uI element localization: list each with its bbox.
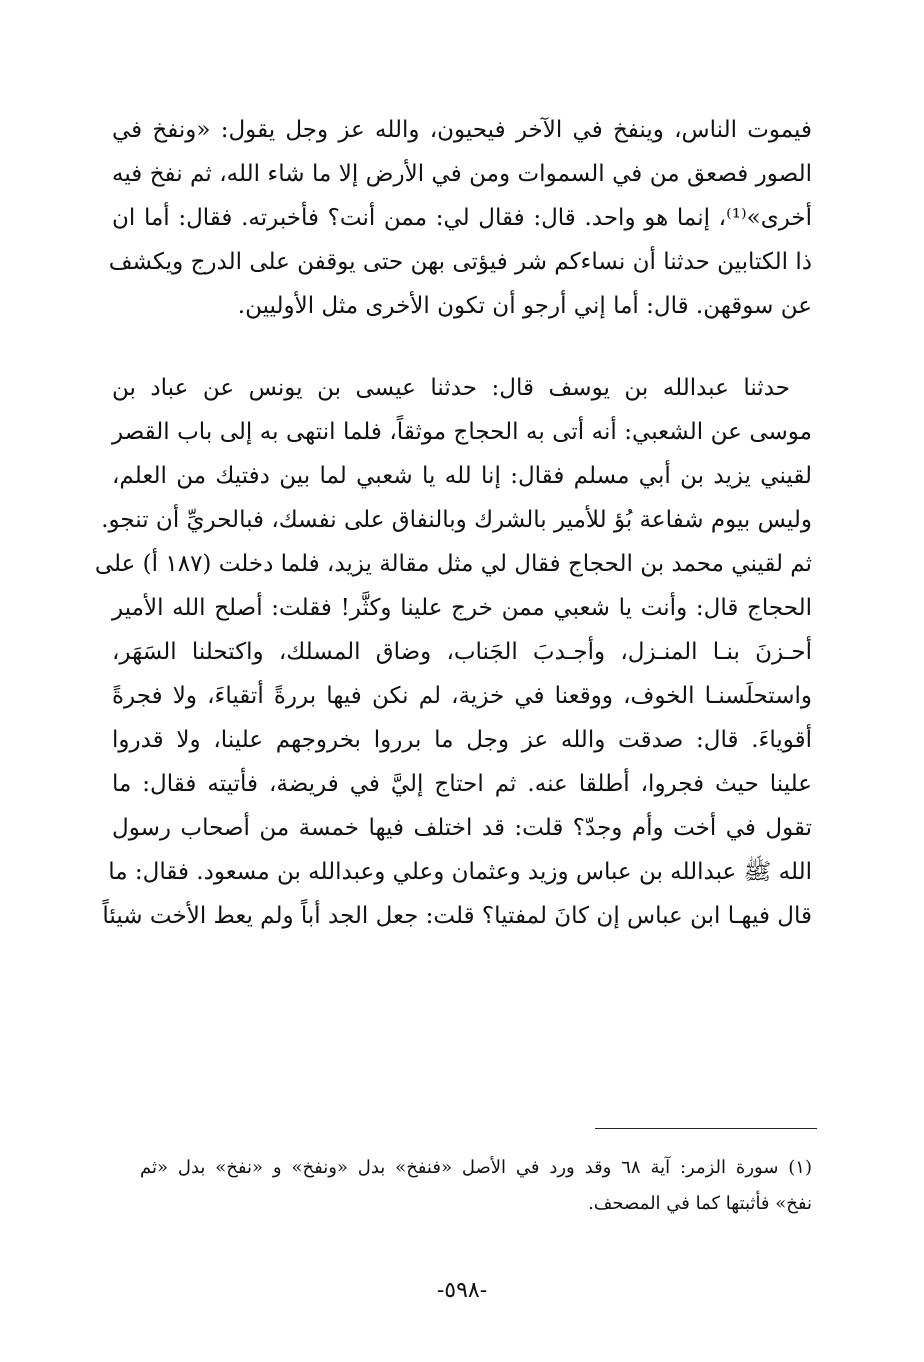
text-line: الله ﷺ عبدالله بن عباس وزيد وعثمان وعلي وعبدالله بن مسعود. فقال: ما [108,859,812,885]
text-line: حدثنا عبدالله بن يوسف قال: حدثنا عيسى بن يونس عن عباد بن [112,375,790,401]
text-line: أخرى»⁽¹⁾، إنما هو واحد. قال: فقال لي: ممن أنت؟ فأخبرته. فقال: أما ان [112,205,812,231]
text-line: لقيني يزيد بن أبي مسلم فقال: إنا لله يا شعبي لما بين دفتيك من العلم، [112,463,812,489]
text-line: الصور فصعق من في السموات ومن في الأرض إلا ما شاء الله، ثم نفخ فيه [112,161,812,187]
paragraph-1 [108,108,812,328]
paragraph-2 [94,366,812,938]
text-line: الحجاج قال: وأنت يا شعبي ممن خرج علينا وكثَّر! فقلت: أصلح الله الأمير [112,595,812,621]
footnote-divider [595,1128,817,1129]
text-line: وليس بيوم شفاعة بُؤ للأمير بالشرك وبالنفاق على نفسك، فبالحريِّ أن تنجو. [101,507,812,533]
footnotes [140,1150,812,1222]
text-line: عن سوقهن. قال: أما إني أرجو أن تكون الأخرى مثل الأوليين. [237,293,812,319]
page-number: -٥٩٨- [436,1278,488,1303]
text-line: فيموت الناس، وينفخ في الآخر فيحيون، والله عز وجل يقول: «ونفخ في [112,117,812,143]
text-line: واستحلَسنـا الخوف، ووقعنا في خزية، لم نكن فيها بررةً أتقياءَ، ولا فجرةً [112,683,812,709]
text-line: قال فيهـا ابن عباس إن كانَ لمفتيا؟ قلت: جعل الجد أباً ولم يعط الأخت شيئاً [102,903,812,929]
text-line: علينا حيث فجروا، أطلقا عنه. ثم احتاج إليَّ في فريضة، فأتيته فقال: ما [112,771,812,797]
text-line: أحـزنَ بنـا المنـزل، وأجـدبَ الجَناب، وضاق المسلك، واكتحلنا السَهَر، [112,639,812,665]
footnote-line: نفخ» فأثبتها كما في المصحف. [588,1193,812,1214]
text-line: موسى عن الشعبي: أنه أتى به الحجاج موثقاً، فلما انتهى به إلى باب القصر [112,419,812,445]
text-line: ذا الكتابين حدثنا أن نساءكم شر فيؤتى بهن حتى يوقفن على الدرج ويكشف [108,249,812,275]
text-line: تقول في أخت وأم وجدّ؟ قلت: قد اختلف فيها خمسة من أصحاب رسول [112,815,812,841]
footnote-line: (١) سورة الزمر: آية ٦٨ وقد ورد في الأصل «فنفخ» بدل «ونفخ» و «نفخ» بدل «ثم [140,1157,812,1178]
text-line: أقوياءَ. قال: صدقت والله عز وجل ما برروا بخروجهم علينا، ولا قدروا [112,727,812,753]
text-line: ثم لقيني محمد بن الحجاج فقال لي مثل مقالة يزيد، فلما دخلت (١٨٧ أ) على [94,551,812,577]
